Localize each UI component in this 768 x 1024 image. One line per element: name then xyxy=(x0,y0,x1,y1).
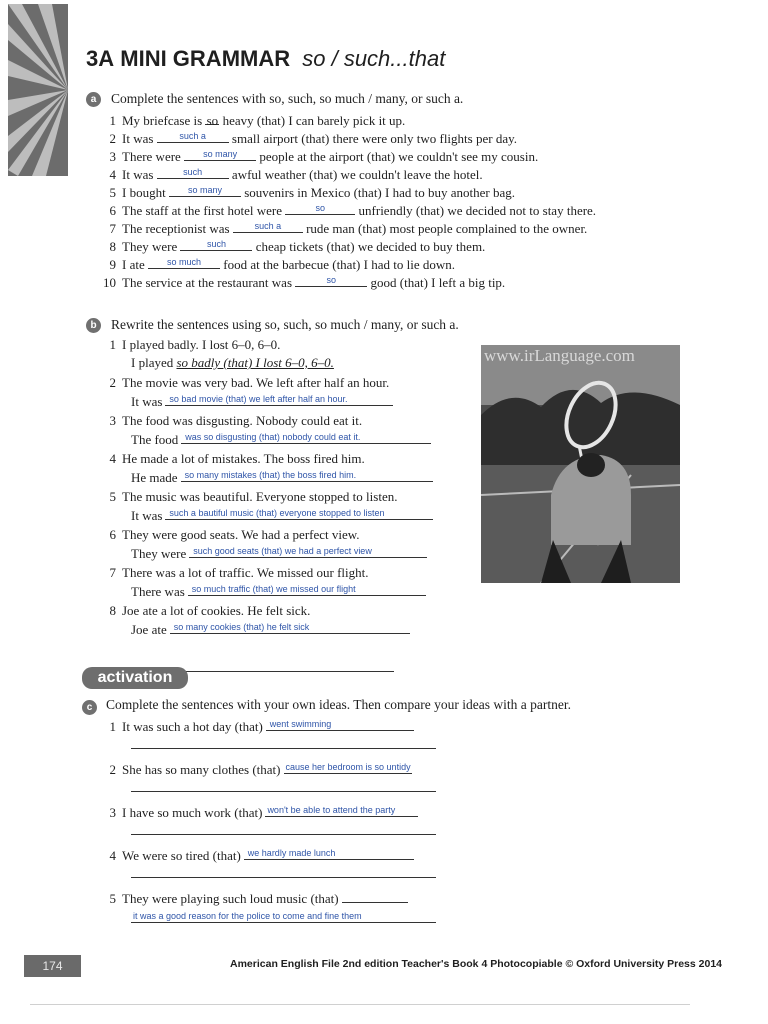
activation-banner: activation xyxy=(82,667,188,689)
exercise-b-rewrite: There was so much traffic (that) we missed our flight xyxy=(131,582,433,600)
exercise-c-item: 1 It was such a hot day (that) went swimming xyxy=(94,717,436,735)
exercise-a-item: 7 The receptionist was such a rude man (that) most people complained to the owner. xyxy=(109,221,588,236)
answer-blank[interactable]: so xyxy=(206,113,219,128)
exercise-c-item: 4 We were so tired (that) we hardly made lunch xyxy=(94,846,436,864)
exercise-b-rewrite: Joe ate so many cookies (that) he felt sick xyxy=(131,620,433,638)
exercise-b-item: 8 Joe ate a lot of cookies. He felt sick. xyxy=(109,603,311,618)
exercise-a-item: 10 The service at the restaurant was so good (that) I left a big tip. xyxy=(103,275,506,290)
exercise-b-item: 6 They were good seats. We had a perfect view. xyxy=(109,527,360,542)
exercise-a-item: 3 There were so many people at the airport (that) we couldn't see my cousin. xyxy=(109,149,539,164)
answer-blank[interactable]: so many xyxy=(169,183,241,197)
answer-blank[interactable]: was so disgusting (that) nobody could eat it. xyxy=(181,430,431,444)
answer-blank[interactable]: won't be able to attend the party xyxy=(265,803,418,817)
section-c-badge: c xyxy=(82,700,97,715)
exercise-c-item: 3 I have so much work (that) won't be able to attend the party xyxy=(94,803,436,821)
exercise-a-item: 5 I bought so many souvenirs in Mexico (that) I had to buy another bag. xyxy=(109,185,515,200)
exercise-b-item xyxy=(94,640,433,658)
exercise-a-item: 9 I ate so much food at the barbecue (that) I had to lie down. xyxy=(109,257,455,272)
answer-blank[interactable]: such a xyxy=(233,219,303,233)
exercise-b-rewrite: It was so bad movie (that) we left after half an hour. xyxy=(131,392,433,410)
exercise-c-item: 2 She has so many clothes (that) cause her bedroom is so untidy xyxy=(109,762,411,777)
exercise-c-item: 5 They were playing such loud music (that) xyxy=(94,889,436,907)
exercise-b-rewrite: It was such a bautiful music (that) everyone stopped to listen xyxy=(131,506,433,524)
title-main: MINI GRAMMAR xyxy=(120,46,291,71)
exercise-b-rewrite: He made so many mistakes (that) the boss fired him. xyxy=(131,468,433,486)
section-b-list xyxy=(94,336,433,676)
answer-blank[interactable] xyxy=(342,889,408,903)
answer-blank[interactable]: went swimming xyxy=(266,717,414,731)
answer-blank[interactable]: such a xyxy=(157,129,229,143)
page-number: 174 xyxy=(24,955,81,977)
answer-blank[interactable]: cause her bedroom is so untidy xyxy=(285,762,411,772)
answer-blank[interactable]: such good seats (that) we had a perfect view xyxy=(189,544,427,558)
exercise-a-item: 2 It was such a small airport (that) there were only two flights per day. xyxy=(109,131,517,146)
corner-sunburst-graphic xyxy=(8,4,68,176)
exercise-b-item: 7 There was a lot of traffic. We missed our flight. xyxy=(109,565,369,580)
exercise-b-rewrite: I played so badly (that) I lost 6–0, 6–0. xyxy=(131,355,334,370)
title-subtitle: so / such...that xyxy=(302,46,446,71)
answer-line[interactable] xyxy=(131,748,436,749)
section-b-instruction: Rewrite the sentences using so, such, so much / many, or such a. xyxy=(111,317,459,332)
answer-blank[interactable]: so many cookies (that) he felt sick xyxy=(170,620,410,634)
page-title xyxy=(86,46,445,72)
section-c-list xyxy=(94,717,436,923)
bottom-divider xyxy=(30,1004,690,1005)
answer-line[interactable] xyxy=(131,791,436,792)
answer-line[interactable] xyxy=(131,877,436,878)
exercise-b-item: 4 He made a lot of mistakes. The boss fired him. xyxy=(109,451,365,466)
exercise-b-item: 5 The music was beautiful. Everyone stopped to listen. xyxy=(109,489,398,504)
answer-blank[interactable]: such xyxy=(157,165,229,179)
exercise-b-item: 2 The movie was very bad. We left after half an hour. xyxy=(109,375,390,390)
answer-blank[interactable]: so many mistakes (that) the boss fired him. xyxy=(181,468,433,482)
watermark-text: www.irLanguage.com xyxy=(484,346,635,365)
answer-blank[interactable]: so much xyxy=(148,255,220,269)
section-a-list xyxy=(94,111,596,291)
answer-blank[interactable]: such xyxy=(180,237,252,251)
exercise-a-item: 8 They were such cheap tickets (that) we decided to buy them. xyxy=(109,239,486,254)
exercise-b-rewrite: The food was so disgusting (that) nobody could eat it. xyxy=(131,430,433,448)
answer-blank[interactable]: so many xyxy=(184,147,256,161)
answer-line[interactable]: it was a good reason for the police to come and fine them xyxy=(131,909,436,923)
exercise-b-item: 1 I played badly. I lost 6–0, 6–0. xyxy=(109,337,281,352)
exercise-b-rewrite: They were such good seats (that) we had a perfect view xyxy=(131,544,433,562)
answer-blank[interactable]: we hardly made lunch xyxy=(244,846,414,860)
section-a-badge: a xyxy=(86,92,101,107)
answer-blank[interactable]: so much traffic (that) we missed our flight xyxy=(188,582,426,596)
section-c-instruction: Complete the sentences with your own ideas. Then compare your ideas with a partner. xyxy=(106,697,571,712)
answer-blank[interactable]: so bad movie (that) we left after half an hour. xyxy=(165,392,393,406)
answer-blank[interactable]: so xyxy=(295,273,367,287)
answer-blank[interactable]: such a bautiful music (that) everyone stopped to listen xyxy=(165,506,433,520)
unit-code: 3A xyxy=(86,46,115,71)
exercise-a-item: 6 The staff at the first hotel were so unfriendly (that) we decided not to stay there. xyxy=(109,203,597,218)
answer-blank[interactable]: so xyxy=(285,201,355,215)
tennis-player-photo xyxy=(481,345,680,583)
exercise-a-item: 4 It was such awful weather (that) we couldn't leave the hotel. xyxy=(109,167,483,182)
footer-credit: American English File 2nd edition Teacher's Book 4 Photocopiable © Oxford University Press 2014 xyxy=(230,958,723,970)
exercise-b-item: 3 The food was disgusting. Nobody could eat it. xyxy=(109,413,363,428)
answer-line[interactable] xyxy=(131,834,436,835)
exercise-a-item: 1 My briefcase is so heavy (that) I can barely pick it up. xyxy=(109,113,406,128)
section-b-badge: b xyxy=(86,318,101,333)
section-a-instruction: Complete the sentences with so, such, so much / many, or such a. xyxy=(111,91,464,106)
